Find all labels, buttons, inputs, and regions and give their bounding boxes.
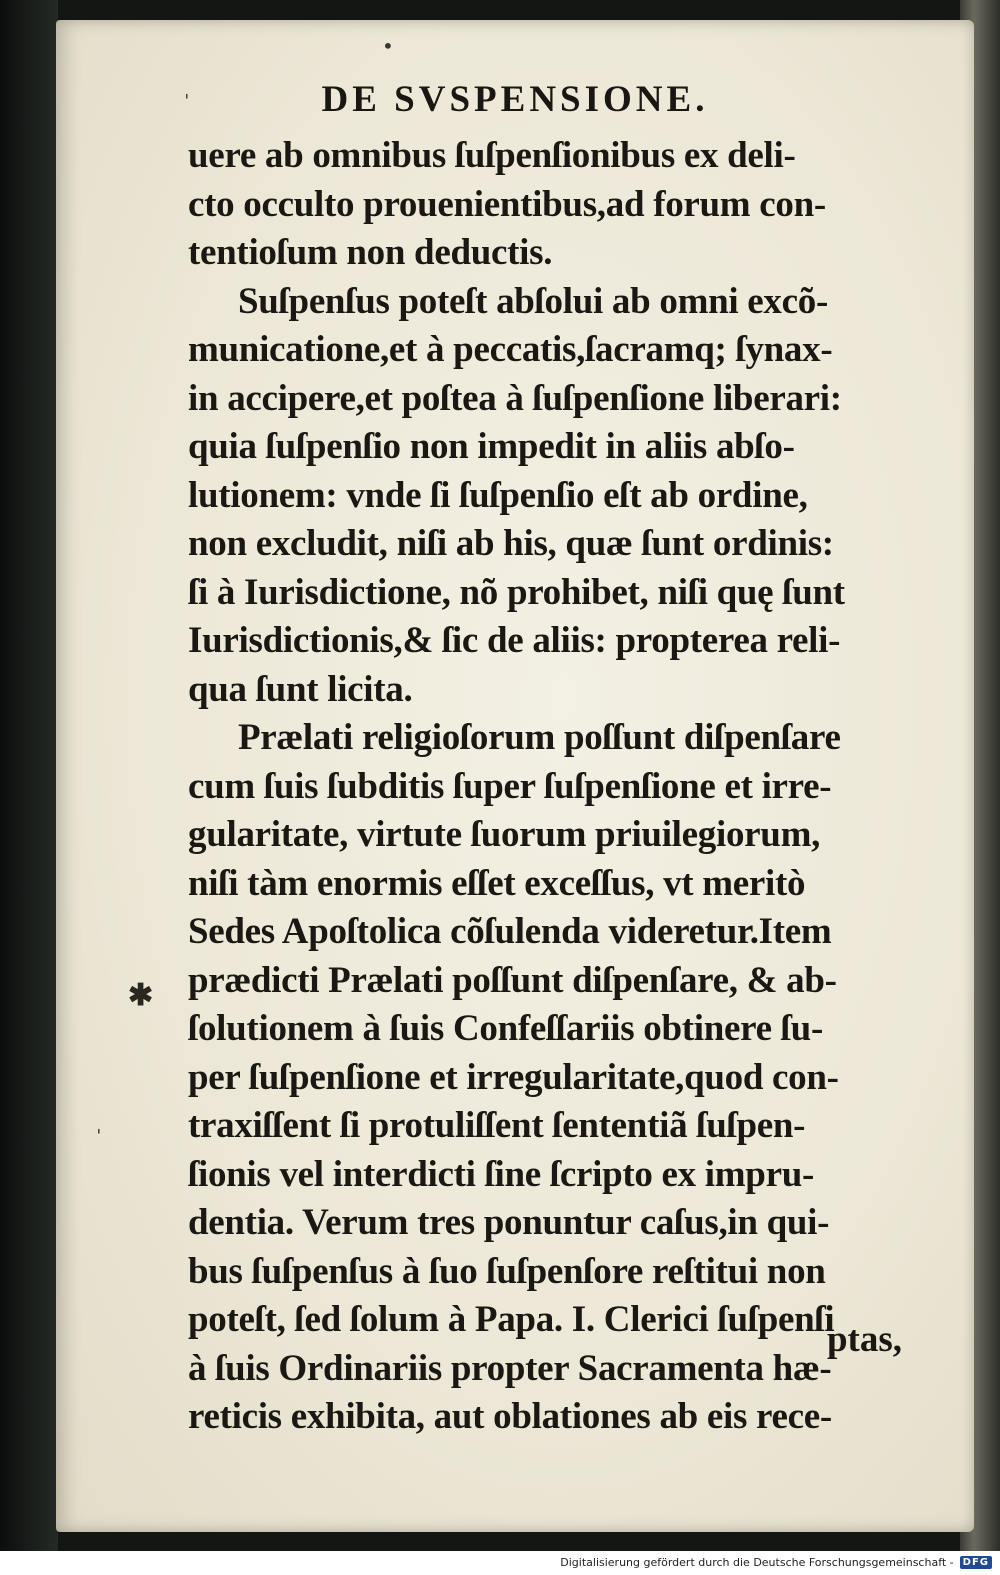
text-line: municatione,et à peccatis,ſacramq; ſynax-	[188, 329, 833, 370]
funding-credit: Digitalisierung gefördert durch die Deutsche Forschungsgemeinschaft -	[560, 1556, 954, 1569]
text-line: Prælati religioſorum poſſunt diſpenſare	[238, 717, 841, 758]
book-spine-left	[0, 0, 58, 1575]
text-line: ſi à Iurisdictione, nõ prohibet, niſi quę ſunt	[188, 571, 845, 613]
text-line: cto occulto prouenientibus,ad forum con-	[188, 183, 826, 225]
book-page	[56, 20, 974, 1532]
text-line: quia ſuſpenſio non impedit in aliis abſo-	[188, 426, 795, 467]
text-line: uere ab omnibus ſuſpenſionibus ex deli-	[188, 135, 796, 176]
text-line: bus ſuſpenſus à ſuo ſuſpenſore reſtitui non	[188, 1250, 826, 1292]
ink-speck: ˈ	[96, 1125, 102, 1149]
text-line: Iurisdictionis,& ſic de aliis: propterea reli-	[188, 620, 841, 661]
text-line: in accipere,et poſtea à ſuſpenſione liberari:	[188, 377, 842, 419]
ink-speck: ˈ	[184, 90, 190, 114]
text-line: ſionis vel interdicti ſine ſcripto ex impru-	[188, 1153, 815, 1195]
ink-speck: •	[382, 34, 394, 58]
text-line: ſolutionem à ſuis Confeſſariis obtinere ſu-	[188, 1008, 823, 1049]
text-line: tentioſum non deductis.	[188, 232, 553, 273]
text-line: poteſt, ſed ſolum à Papa. I. Clerici ſuſpenſi	[188, 1299, 835, 1340]
digitization-footer	[0, 1551, 1000, 1575]
text-line: cum ſuis ſubditis ſuper ſuſpenſione et irre-	[188, 765, 832, 807]
text-line: niſi tàm enormis eſſet exceſſus, vt meritò	[188, 862, 806, 904]
text-line: qua ſunt licita.	[188, 668, 413, 710]
text-line: traxiſſent ſi protuliſſent ſententiã ſuſpen-	[188, 1105, 806, 1146]
text-line: gularitate, virtute ſuorum priuilegiorum,	[188, 814, 821, 855]
text-line: non excludit, niſi ab his, quæ ſunt ordinis:	[188, 523, 834, 564]
text-line: prædicti Prælati poſſunt diſpenſare, & ab-	[188, 959, 837, 1001]
text-line: à ſuis Ordinariis propter Sacramenta hæ-	[188, 1347, 832, 1389]
text-line: Sedes Apoſtolica cõſulenda videretur.Item	[188, 911, 832, 952]
text-line: per ſuſpenſione et irregularitate,quod con-	[188, 1056, 839, 1098]
text-line: reticis exhibita, aut oblationes ab eis rece-	[188, 1396, 832, 1437]
body-text	[188, 132, 948, 1442]
margin-asterisk-mark: ✱	[128, 978, 154, 1013]
text-line: lutionem: vnde ſi ſuſpenſio eſt ab ordine,	[188, 474, 808, 516]
running-title: DE SVSPENSIONE.	[321, 79, 709, 120]
catchword: ptas,	[826, 1319, 902, 1360]
dfg-logo: DFG	[960, 1556, 992, 1569]
text-line: Suſpenſus poteſt abſolui ab omni excõ-	[238, 280, 828, 322]
text-line: dentia. Verum tres ponuntur caſus,in qui-	[188, 1202, 830, 1243]
